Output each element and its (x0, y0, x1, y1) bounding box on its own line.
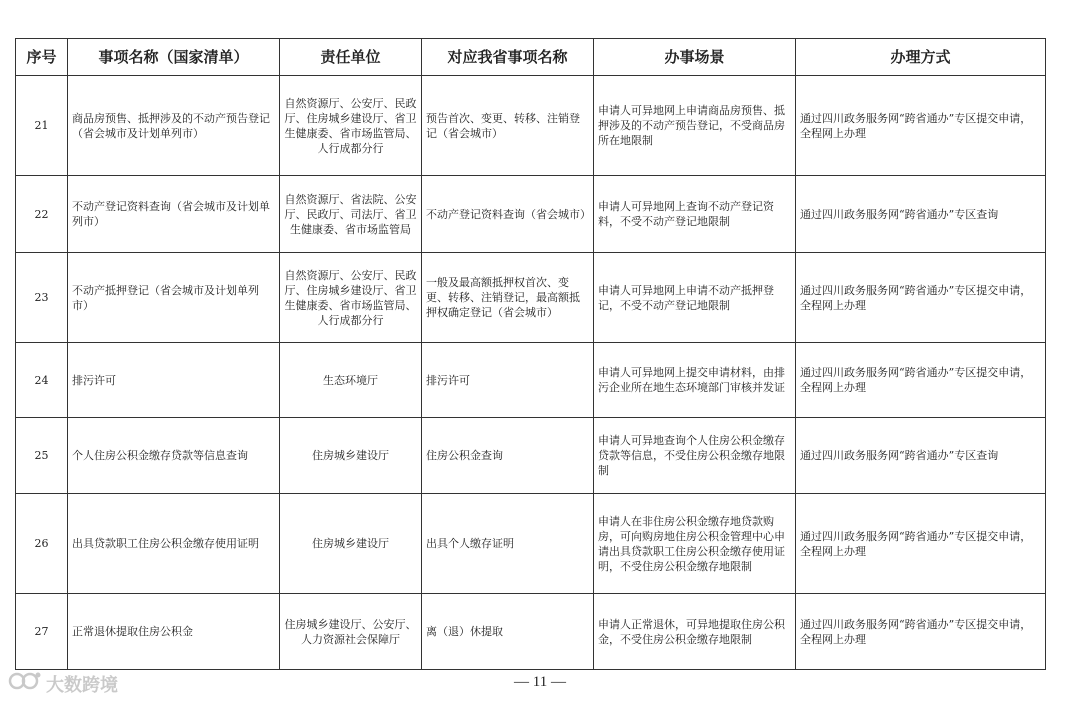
row-method: 通过四川政务服务网“跨省通办”专区查询 (796, 418, 1046, 494)
row-seq: 22 (16, 176, 68, 253)
row-province-name: 预告首次、变更、转移、注销登记（省会城市） (422, 76, 594, 176)
row-province-name: 一般及最高额抵押权首次、变更、转移、注销登记，最高额抵押权确定登记（省会城市） (422, 253, 594, 343)
page-number: — 11 — (514, 674, 566, 690)
header-method: 办理方式 (796, 39, 1046, 76)
row-method: 通过四川政务服务网“跨省通办”专区提交申请，全程网上办理 (796, 76, 1046, 176)
service-items-table (15, 38, 1046, 670)
row-province-name: 离（退）休提取 (422, 594, 594, 670)
row-unit: 住房城乡建设厅 (280, 494, 422, 594)
row-unit: 自然资源厅、公安厅、民政厅、住房城乡建设厅、省卫生健康委、省市场监管局、人行成都分行 (280, 253, 422, 343)
row-seq: 26 (16, 494, 68, 594)
row-unit: 自然资源厅、省法院、公安厅、民政厅、司法厅、省卫生健康委、省市场监管局 (280, 176, 422, 253)
row-scene: 申请人可异地网上提交申请材料，由排污企业所在地生态环境部门审核并发证 (594, 343, 796, 418)
row-scene: 申请人可异地查询个人住房公积金缴存贷款等信息，不受住房公积金缴存地限制 (594, 418, 796, 494)
watermark-text: 大数跨境 (46, 674, 118, 696)
row-province-name: 住房公积金查询 (422, 418, 594, 494)
row-method: 通过四川政务服务网“跨省通办”专区查询 (796, 176, 1046, 253)
row-name: 商品房预售、抵押涉及的不动产预告登记（省会城市及计划单列市） (68, 76, 280, 176)
header-seq: 序号 (16, 39, 68, 76)
table-row (16, 76, 1046, 176)
row-seq: 24 (16, 343, 68, 418)
row-scene: 申请人可异地网上查询不动产登记资料，不受不动产登记地限制 (594, 176, 796, 253)
table-row (16, 176, 1046, 253)
row-scene: 申请人可异地网上申请商品房预售、抵押涉及的不动产预告登记，不受商品房所在地限制 (594, 76, 796, 176)
row-name: 个人住房公积金缴存贷款等信息查询 (68, 418, 280, 494)
table-row (16, 343, 1046, 418)
row-scene: 申请人在非住房公积金缴存地贷款购房，可向购房地住房公积金管理中心申请出具贷款职工住房公积金缴存使用证明，不受住房公积金缴存地限制 (594, 494, 796, 594)
row-seq: 27 (16, 594, 68, 670)
row-method: 通过四川政务服务网“跨省通办”专区提交申请，全程网上办理 (796, 343, 1046, 418)
row-unit: 住房城乡建设厅、公安厅、人力资源社会保障厅 (280, 594, 422, 670)
table-row (16, 494, 1046, 594)
header-scene: 办事场景 (594, 39, 796, 76)
row-seq: 23 (16, 253, 68, 343)
row-name: 出具贷款职工住房公积金缴存使用证明 (68, 494, 280, 594)
header-name: 事项名称（国家清单） (68, 39, 280, 76)
row-name: 排污许可 (68, 343, 280, 418)
row-seq: 21 (16, 76, 68, 176)
row-province-name: 出具个人缴存证明 (422, 494, 594, 594)
table-row (16, 594, 1046, 670)
table-row (16, 253, 1046, 343)
row-method: 通过四川政务服务网“跨省通办”专区提交申请，全程网上办理 (796, 594, 1046, 670)
row-name: 不动产登记资料查询（省会城市及计划单列市） (68, 176, 280, 253)
row-unit: 生态环境厅 (280, 343, 422, 418)
row-method: 通过四川政务服务网“跨省通办”专区提交申请，全程网上办理 (796, 494, 1046, 594)
row-unit: 住房城乡建设厅 (280, 418, 422, 494)
row-name: 不动产抵押登记（省会城市及计划单列市） (68, 253, 280, 343)
header-unit: 责任单位 (280, 39, 422, 76)
header-province-name: 对应我省事项名称 (422, 39, 594, 76)
row-seq: 25 (16, 418, 68, 494)
row-method: 通过四川政务服务网“跨省通办”专区提交申请，全程网上办理 (796, 253, 1046, 343)
row-scene: 申请人可异地网上申请不动产抵押登记，不受不动产登记地限制 (594, 253, 796, 343)
row-province-name: 排污许可 (422, 343, 594, 418)
row-unit: 自然资源厅、公安厅、民政厅、住房城乡建设厅、省卫生健康委、省市场监管局、人行成都分行 (280, 76, 422, 176)
row-scene: 申请人正常退休，可异地提取住房公积金，不受住房公积金缴存地限制 (594, 594, 796, 670)
table-row (16, 418, 1046, 494)
row-name: 正常退休提取住房公积金 (68, 594, 280, 670)
row-province-name: 不动产登记资料查询（省会城市） (422, 176, 594, 253)
table-header-row (16, 39, 1046, 76)
